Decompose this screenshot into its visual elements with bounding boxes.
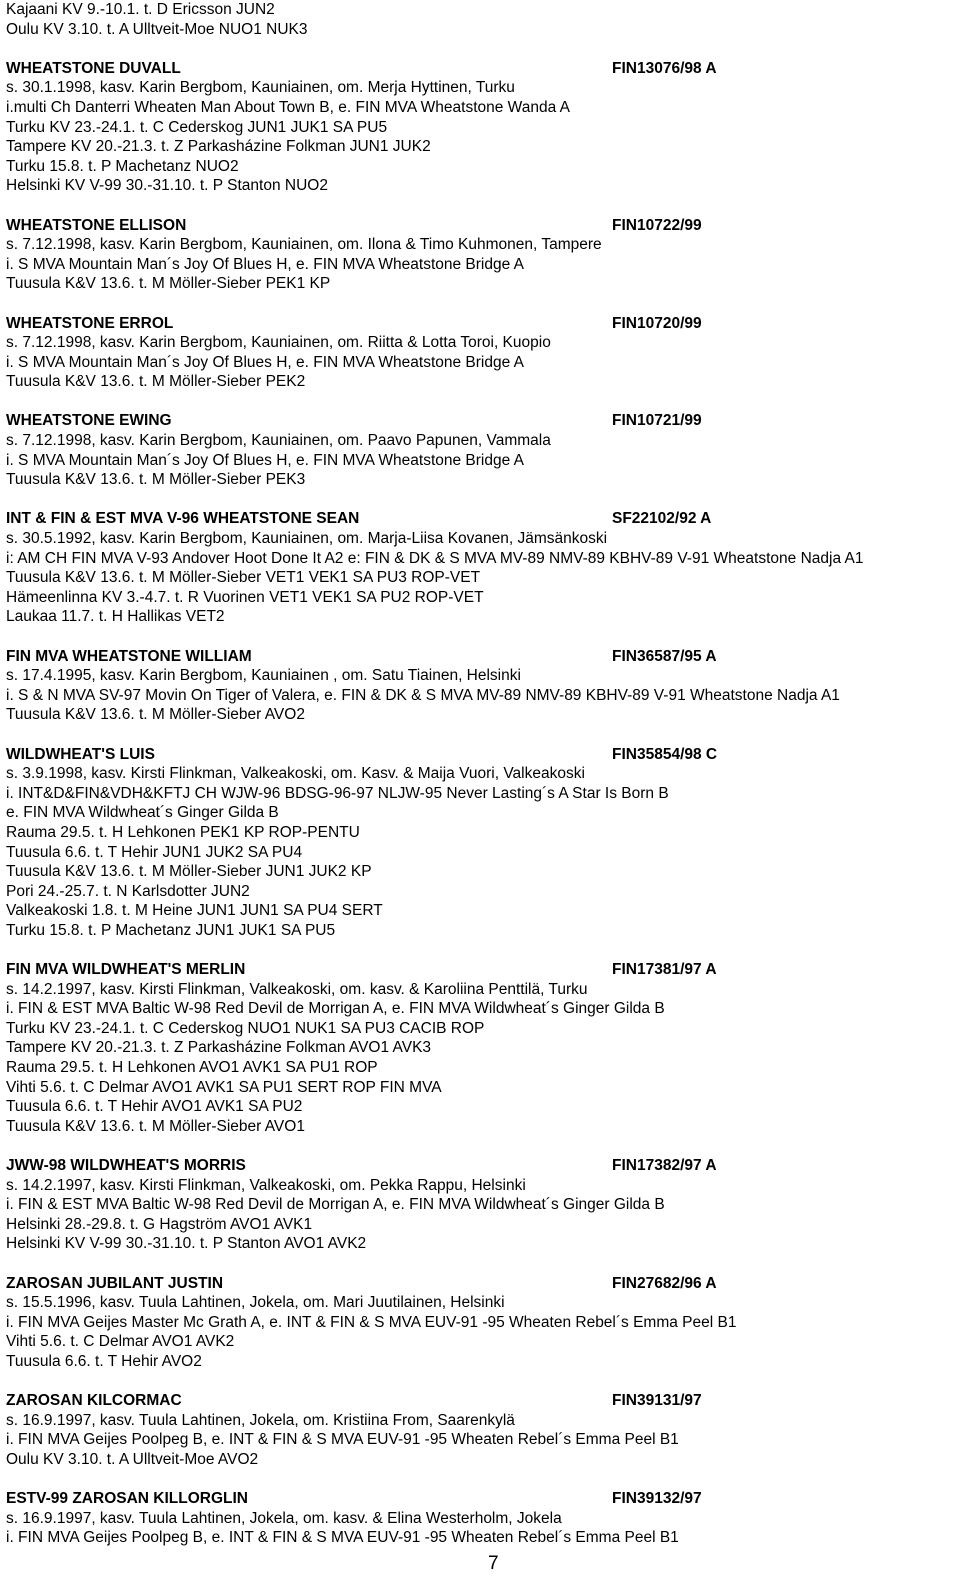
intro-lines	[6, 0, 956, 59]
entry-line: i. FIN & EST MVA Baltic W-98 Red Devil de Morrigan A, e. FIN MVA Wildwheat´s Ginger Gilda B	[6, 1196, 665, 1214]
spacer	[6, 1254, 956, 1274]
dog-name: FIN MVA WHEATSTONE WILLIAM	[6, 647, 252, 665]
entry-line: i. S MVA Mountain Man´s Joy Of Blues H, e. FIN MVA Wheatstone Bridge A	[6, 255, 525, 273]
entry-line: s. 30.5.1992, kasv. Karin Bergbom, Kauniainen, om. Marja-Liisa Kovanen, Jämsänkoski	[6, 530, 608, 548]
dog-entry	[6, 960, 956, 1156]
spacer	[6, 39, 956, 59]
entry-line: Tuusula 6.6. t. T Hehir AVO2	[6, 1352, 202, 1370]
registration-number: FIN10722/99	[612, 216, 702, 234]
entry-heading	[6, 647, 956, 667]
dog-name: ZAROSAN JUBILANT JUSTIN	[6, 1274, 224, 1292]
entry-line: s. 3.9.1998, kasv. Kirsti Flinkman, Valkeakoski, om. Kasv. & Maija Vuori, Valkeakoski	[6, 765, 585, 783]
entry-line: Helsinki KV V-99 30.-31.10. t. P Stanton NUO2	[6, 177, 328, 195]
entry-line: s. 16.9.1997, kasv. Tuula Lahtinen, Jokela, om. Kristiina From, Saarenkylä	[6, 1411, 515, 1429]
entry-line: Turku KV 23.-24.1. t. C Cederskog JUN1 JUK1 SA PU5	[6, 118, 388, 136]
entry-line: Tuusula K&V 13.6. t. M Möller-Sieber PEK2	[6, 373, 306, 391]
entry-line: s. 7.12.1998, kasv. Karin Bergbom, Kauniainen, om. Ilona & Timo Kuhmonen, Tampere	[6, 236, 602, 254]
entry-line: Oulu KV 3.10. t. A Ulltveit-Moe AVO2	[6, 1450, 259, 1468]
entry-heading	[6, 745, 956, 765]
entry-line: Vihti 5.6. t. C Delmar AVO1 AVK1 SA PU1 SERT ROP FIN MVA	[6, 1078, 442, 1096]
spacer	[6, 294, 956, 314]
dog-entry	[6, 745, 956, 961]
entry-line: Tampere KV 20.-21.3. t. Z Parkasházine Folkman AVO1 AVK3	[6, 1039, 432, 1057]
dog-name: WHEATSTONE ERROL	[6, 314, 174, 332]
entry-line: i. S MVA Mountain Man´s Joy Of Blues H, e. FIN MVA Wheatstone Bridge A	[6, 451, 525, 469]
dog-entry	[6, 411, 956, 509]
entry-line: Valkeakoski 1.8. t. M Heine JUN1 JUN1 SA PU4 SERT	[6, 902, 383, 920]
dog-name: ZAROSAN KILCORMAC	[6, 1392, 182, 1410]
dog-entry	[6, 1156, 956, 1274]
entry-line: Laukaa 11.7. t. H Hallikas VET2	[6, 608, 225, 626]
intro-line: Oulu KV 3.10. t. A Ulltveit-Moe NUO1 NUK3	[6, 20, 308, 38]
spacer	[6, 1136, 956, 1156]
entry-heading	[6, 1391, 956, 1411]
dog-name: WILDWHEAT'S LUIS	[6, 745, 155, 763]
entry-line: i. FIN MVA Geijes Master Mc Grath A, e. INT & FIN & S MVA EUV-91 -95 Wheaten Rebel´s Emma Peel B1	[6, 1313, 737, 1331]
entry-line: s. 30.1.1998, kasv. Karin Bergbom, Kauniainen, om. Merja Hyttinen, Turku	[6, 79, 515, 97]
dog-name: WHEATSTONE ELLISON	[6, 216, 187, 234]
registration-number: FIN27682/96 A	[612, 1274, 717, 1292]
entry-line: Rauma 29.5. t. H Lehkonen AVO1 AVK1 SA PU1 ROP	[6, 1059, 378, 1077]
dog-entry	[6, 647, 956, 745]
entry-heading	[6, 216, 956, 236]
dog-entry	[6, 314, 956, 412]
entry-line: Tuusula K&V 13.6. t. M Möller-Sieber VET1 VEK1 SA PU3 ROP-VET	[6, 569, 481, 587]
registration-number: FIN39132/97	[612, 1490, 702, 1508]
registration-number: FIN10721/99	[612, 412, 702, 430]
entry-line: Turku 15.8. t. P Machetanz NUO2	[6, 157, 239, 175]
entry-line: Tuusula 6.6. t. T Hehir JUN1 JUK2 SA PU4	[6, 843, 303, 861]
dog-name: FIN MVA WILDWHEAT'S MERLIN	[6, 961, 246, 979]
entry-line: Vihti 5.6. t. C Delmar AVO1 AVK2	[6, 1333, 235, 1351]
entry-line: Tuusula K&V 13.6. t. M Möller-Sieber JUN1 JUK2 KP	[6, 863, 372, 881]
entry-line: Tuusula K&V 13.6. t. M Möller-Sieber PEK3	[6, 471, 306, 489]
entry-line: Tuusula 6.6. t. T Hehir AVO1 AVK1 SA PU2	[6, 1098, 303, 1116]
dog-entry	[6, 216, 956, 314]
entry-line: Helsinki KV V-99 30.-31.10. t. P Stanton AVO1 AVK2	[6, 1235, 367, 1253]
entry-line: i. FIN MVA Geijes Poolpeg B, e. INT & FIN & S MVA EUV-91 -95 Wheaten Rebel´s Emma Peel B1	[6, 1529, 679, 1547]
dog-entry	[6, 59, 956, 216]
entry-line: Tuusula K&V 13.6. t. M Möller-Sieber PEK1 KP	[6, 275, 331, 293]
spacer	[6, 725, 956, 745]
entry-line: i.multi Ch Danterri Wheaten Man About Town B, e. FIN MVA Wheatstone Wanda A	[6, 98, 571, 116]
entry-line: s. 7.12.1998, kasv. Karin Bergbom, Kauniainen, om. Riitta & Lotta Toroi, Kuopio	[6, 334, 551, 352]
page-number: 7	[488, 1553, 499, 1574]
entry-line: Rauma 29.5. t. H Lehkonen PEK1 KP ROP-PENTU	[6, 823, 360, 841]
intro-line: Kajaani KV 9.-10.1. t. D Ericsson JUN2	[6, 1, 275, 18]
registration-number: FIN39131/97	[612, 1392, 702, 1410]
entry-heading	[6, 509, 956, 529]
spacer	[6, 392, 956, 412]
dog-name: ESTV-99 ZAROSAN KILLORGLIN	[6, 1490, 248, 1508]
entry-line: Helsinki 28.-29.8. t. G Hagström AVO1 AVK1	[6, 1215, 313, 1233]
entry-heading	[6, 59, 956, 79]
entry-line: Tuusula K&V 13.6. t. M Möller-Sieber AVO2	[6, 706, 305, 724]
entry-line: s. 14.2.1997, kasv. Kirsti Flinkman, Valkeakoski, om. Pekka Rappu, Helsinki	[6, 1176, 526, 1194]
entry-line: s. 7.12.1998, kasv. Karin Bergbom, Kauniainen, om. Paavo Papunen, Vammala	[6, 432, 551, 450]
entry-line: i: AM CH FIN MVA V-93 Andover Hoot Done It A2 e: FIN & DK & S MVA MV-89 NMV-89 KBHV-89 V-91 Wheatstone Nadja A1	[6, 549, 864, 567]
entry-line: i. INT&D&FIN&VDH&KFTJ CH WJW-96 BDSG-96-97 NLJW-95 Never Lasting´s A Star Is Born B	[6, 784, 669, 802]
entry-line: i. S & N MVA SV-97 Movin On Tiger of Valera, e. FIN & DK & S MVA MV-89 NMV-89 KBHV-89 V-91 Wheatstone Nadja A1	[6, 686, 840, 704]
entry-line: Tampere KV 20.-21.3. t. Z Parkasházine Folkman JUN1 JUK2	[6, 138, 431, 156]
registration-number: FIN10720/99	[612, 314, 702, 332]
entry-heading	[6, 314, 956, 334]
registration-number: FIN17382/97 A	[612, 1157, 717, 1175]
dog-entry	[6, 1391, 956, 1489]
spacer	[6, 941, 956, 961]
registration-number: FIN35854/98 C	[612, 745, 718, 763]
spacer	[6, 1372, 956, 1392]
entry-heading	[6, 960, 956, 980]
entry-heading	[6, 411, 956, 431]
entry-line: s. 17.4.1995, kasv. Karin Bergbom, Kauniainen , om. Satu Tiainen, Helsinki	[6, 667, 521, 685]
entry-line: Tuusula K&V 13.6. t. M Möller-Sieber AVO1	[6, 1117, 305, 1135]
spacer	[6, 490, 956, 510]
entry-line: i. S MVA Mountain Man´s Joy Of Blues H, e. FIN MVA Wheatstone Bridge A	[6, 353, 525, 371]
entry-heading	[6, 1489, 956, 1509]
entry-line: Hämeenlinna KV 3.-4.7. t. R Vuorinen VET1 VEK1 SA PU2 ROP-VET	[6, 588, 484, 606]
entry-line: Turku 15.8. t. P Machetanz JUN1 JUK1 SA PU5	[6, 921, 336, 939]
entry-line: e. FIN MVA Wildwheat´s Ginger Gilda B	[6, 804, 279, 822]
registration-number: FIN17381/97 A	[612, 961, 717, 979]
entry-line: s. 14.2.1997, kasv. Kirsti Flinkman, Valkeakoski, om. kasv. & Karoliina Penttilä, Turku	[6, 980, 588, 998]
entry-list	[6, 59, 956, 1548]
entry-heading	[6, 1274, 956, 1294]
entry-line: s. 15.5.1996, kasv. Tuula Lahtinen, Jokela, om. Mari Juutilainen, Helsinki	[6, 1294, 505, 1312]
dog-name: JWW-98 WILDWHEAT'S MORRIS	[6, 1157, 246, 1175]
document-body	[6, 0, 956, 1548]
registration-number: SF22102/92 A	[612, 510, 712, 528]
dog-entry	[6, 509, 956, 646]
entry-line: Pori 24.-25.7. t. N Karlsdotter JUN2	[6, 882, 250, 900]
dog-name: WHEATSTONE EWING	[6, 412, 172, 430]
entry-line: i. FIN MVA Geijes Poolpeg B, e. INT & FIN & S MVA EUV-91 -95 Wheaten Rebel´s Emma Peel B1	[6, 1431, 679, 1449]
dog-name: INT & FIN & EST MVA V-96 WHEATSTONE SEAN	[6, 510, 360, 528]
dog-entry	[6, 1274, 956, 1392]
dog-entry	[6, 1489, 956, 1548]
entry-line: s. 16.9.1997, kasv. Tuula Lahtinen, Jokela, om. kasv. & Elina Westerholm, Jokela	[6, 1509, 562, 1527]
registration-number: FIN13076/98 A	[612, 59, 717, 77]
dog-name: WHEATSTONE DUVALL	[6, 59, 181, 77]
entry-heading	[6, 1156, 956, 1176]
registration-number: FIN36587/95 A	[612, 647, 717, 665]
spacer	[6, 196, 956, 216]
entry-line: i. FIN & EST MVA Baltic W-98 Red Devil de Morrigan A, e. FIN MVA Wildwheat´s Ginger Gilda B	[6, 1000, 665, 1018]
entry-line: Turku KV 23.-24.1. t. C Cederskog NUO1 NUK1 SA PU3 CACIB ROP	[6, 1019, 485, 1037]
spacer	[6, 627, 956, 647]
spacer	[6, 1470, 956, 1490]
